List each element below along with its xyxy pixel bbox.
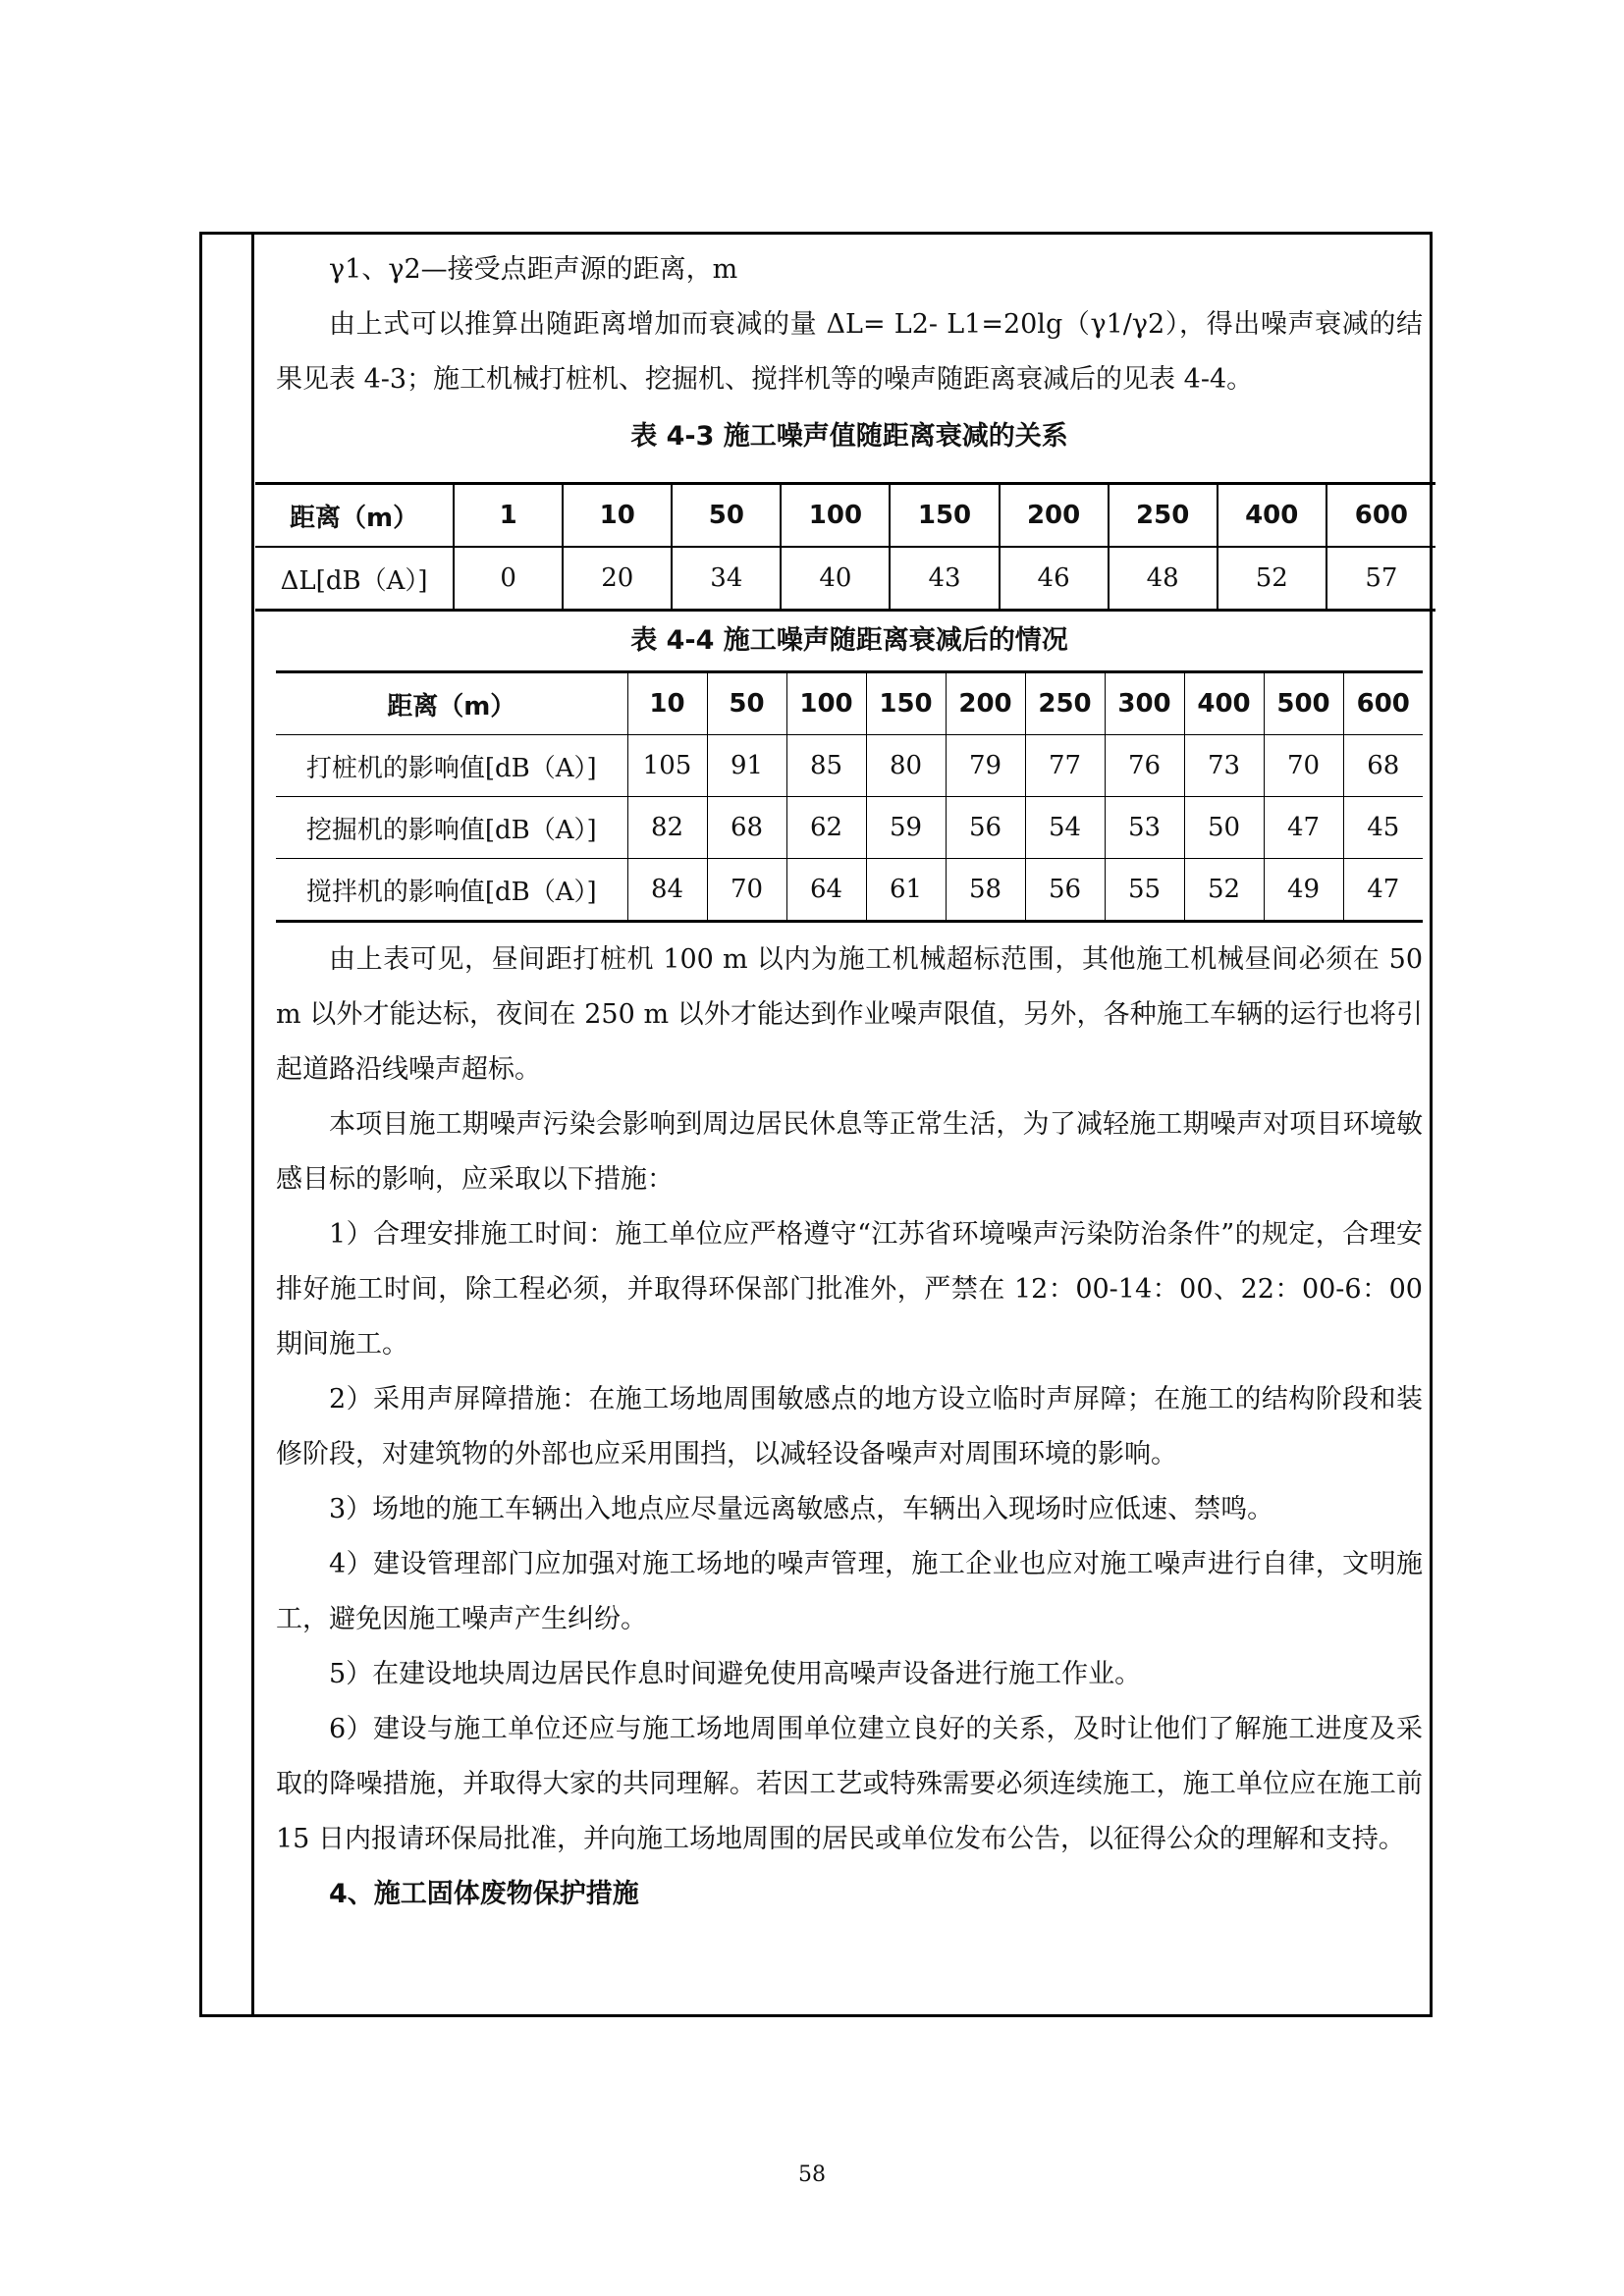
table-header-cell: 150 — [866, 672, 946, 735]
table-cell: 50 — [1184, 797, 1264, 859]
table-4-4-header-row — [276, 672, 1423, 735]
table-4-4 — [276, 670, 1423, 923]
paragraph-conclusion: 由上表可见，昼间距打桩机 100 m 以内为施工机械超标范围，其他施工机械昼间必须在 50 m 以外才能达标，夜间在 250 m 以外才能达到作业噪声限值，另外，各种施工车辆的运行也将引起道路沿线噪声超标。 — [276, 944, 1423, 1085]
table-4-4-caption: 表 4-4 施工噪声随距离衰减后的情况 — [630, 625, 1068, 656]
table-header-cell: 10 — [627, 672, 707, 735]
table-cell: 58 — [946, 859, 1025, 922]
paragraph-measure-5: 5）在建设地块周边居民作息时间避免使用高噪声设备进行施工作业。 — [329, 1659, 1142, 1689]
table-cell: 43 — [890, 547, 999, 611]
table-cell: 57 — [1326, 547, 1435, 611]
table-cell: 73 — [1184, 735, 1264, 797]
table-cell: 70 — [1264, 735, 1343, 797]
formula-paragraph: 由上式可以推算出随距离增加而衰减的量 ΔL= L2- L1=20lg（γ1/γ2），得出噪声衰减的结果见表 4-3；施工机械打桩机、挖掘机、搅拌机等的噪声随距离衰减后的见表 4-4。 — [276, 309, 1423, 395]
table-cell: 82 — [627, 797, 707, 859]
table-cell: 91 — [707, 735, 786, 797]
table-header-cell: 10 — [563, 484, 672, 548]
table-cell: 54 — [1025, 797, 1105, 859]
table-cell: 105 — [627, 735, 707, 797]
table-cell: 45 — [1343, 797, 1423, 859]
table-header-cell: 100 — [786, 672, 866, 735]
table-cell: 84 — [627, 859, 707, 922]
top-text-block — [276, 242, 1423, 466]
table-cell: 46 — [1000, 547, 1109, 611]
table-4-3-caption: 表 4-3 施工噪声值随距离衰减的关系 — [630, 421, 1068, 452]
table-cell: 20 — [563, 547, 672, 611]
table-header-cell: 600 — [1343, 672, 1423, 735]
table-cell: 47 — [1264, 797, 1343, 859]
table-cell: 47 — [1343, 859, 1423, 922]
table-cell: 62 — [786, 797, 866, 859]
table-4-3 — [255, 482, 1435, 612]
table-cell: 68 — [1343, 735, 1423, 797]
table-cell: 52 — [1218, 547, 1326, 611]
table-header-cell: 250 — [1109, 484, 1218, 548]
table-cell: 77 — [1025, 735, 1105, 797]
paragraph-measure-6: 6）建设与施工单位还应与施工场地周围单位建立良好的关系，及时让他们了解施工进度及采取的降噪措施，并取得大家的共同理解。若因工艺或特殊需要必须连续施工，施工单位应在施工前 15 日内报请环保局批准，并向施工场地周围的居民或单位发布公告，以征得公众的理解和支持。 — [276, 1714, 1423, 1854]
table-header-cell: 250 — [1025, 672, 1105, 735]
table-cell: 64 — [786, 859, 866, 922]
table-header-cell: 500 — [1264, 672, 1343, 735]
paragraph-measure-1: 1）合理安排施工时间：施工单位应严格遵守“江苏省环境噪声污染防治条件”的规定，合理安排好施工时间，除工程必须，并取得环保部门批准外，严禁在 12：00-14：00、22：00-6：00 期间施工。 — [276, 1219, 1423, 1360]
table-cell: 挖掘机的影响值[dB（A）] — [276, 797, 627, 859]
table-cell: 76 — [1105, 735, 1184, 797]
table-header-cell: 200 — [946, 672, 1025, 735]
table-cell: 56 — [1025, 859, 1105, 922]
table-header-cell: 150 — [890, 484, 999, 548]
table-cell: 61 — [866, 859, 946, 922]
paragraph-measure-2: 2）采用声屏障措施：在施工场地周围敏感点的地方设立临时声屏障；在施工的结构阶段和装修阶段，对建筑物的外部也应采用围挡，以减轻设备噪声对周围环境的影响。 — [276, 1384, 1423, 1469]
table-header-cell: 100 — [781, 484, 890, 548]
table-cell: 48 — [1109, 547, 1218, 611]
page-number: 58 — [798, 2163, 826, 2187]
paragraph-measures-intro: 本项目施工期噪声污染会影响到周边居民休息等正常生活，为了减轻施工期噪声对项目环境敏感目标的影响，应采取以下措施： — [276, 1109, 1423, 1195]
table-row-excavator — [276, 797, 1423, 859]
table-header-cell: 50 — [672, 484, 781, 548]
table-header-cell: 距离（m） — [255, 484, 454, 548]
table-4-3-data-row — [255, 547, 1435, 611]
table-cell: 55 — [1105, 859, 1184, 922]
table-cell: 52 — [1184, 859, 1264, 922]
table-header-cell: 600 — [1326, 484, 1435, 548]
table-cell: 34 — [672, 547, 781, 611]
paragraph-measure-4: 4）建设管理部门应加强对施工场地的噪声管理，施工企业也应对施工噪声进行自律，文明施工，避免因施工噪声产生纠纷。 — [276, 1549, 1423, 1634]
table-cell: 53 — [1105, 797, 1184, 859]
table-cell: 56 — [946, 797, 1025, 859]
table-header-cell: 300 — [1105, 672, 1184, 735]
left-column-divider — [251, 235, 254, 2014]
table-cell: 搅拌机的影响值[dB（A）] — [276, 859, 627, 922]
table-cell: 49 — [1264, 859, 1343, 922]
table-cell: 68 — [707, 797, 786, 859]
table-cell: 70 — [707, 859, 786, 922]
content-frame — [199, 232, 1433, 2017]
table-header-cell: 200 — [1000, 484, 1109, 548]
table-row-pile-driver — [276, 735, 1423, 797]
gamma-definition: γ1、γ2—接受点距声源的距离，m — [329, 254, 738, 285]
table-header-cell: 50 — [707, 672, 786, 735]
section-heading: 4、施工固体废物保护措施 — [329, 1879, 639, 1909]
table-cell: 打桩机的影响值[dB（A）] — [276, 735, 627, 797]
table-4-3-header-row — [255, 484, 1435, 548]
table-cell: 85 — [786, 735, 866, 797]
table-header-cell: 400 — [1184, 672, 1264, 735]
table-header-cell: 400 — [1218, 484, 1326, 548]
table-header-cell: 距离（m） — [276, 672, 627, 735]
table-cell: 80 — [866, 735, 946, 797]
table-cell: 40 — [781, 547, 890, 611]
paragraph-measure-3: 3）场地的施工车辆出入地点应尽量远离敏感点，车辆出入现场时应低速、禁鸣。 — [329, 1494, 1274, 1524]
lower-text-block — [276, 612, 1423, 1922]
table-cell: ΔL[dB（A）] — [255, 547, 454, 611]
table-cell: 59 — [866, 797, 946, 859]
table-cell: 0 — [454, 547, 563, 611]
table-header-cell: 1 — [454, 484, 563, 548]
table-row-mixer — [276, 859, 1423, 922]
table-cell: 79 — [946, 735, 1025, 797]
